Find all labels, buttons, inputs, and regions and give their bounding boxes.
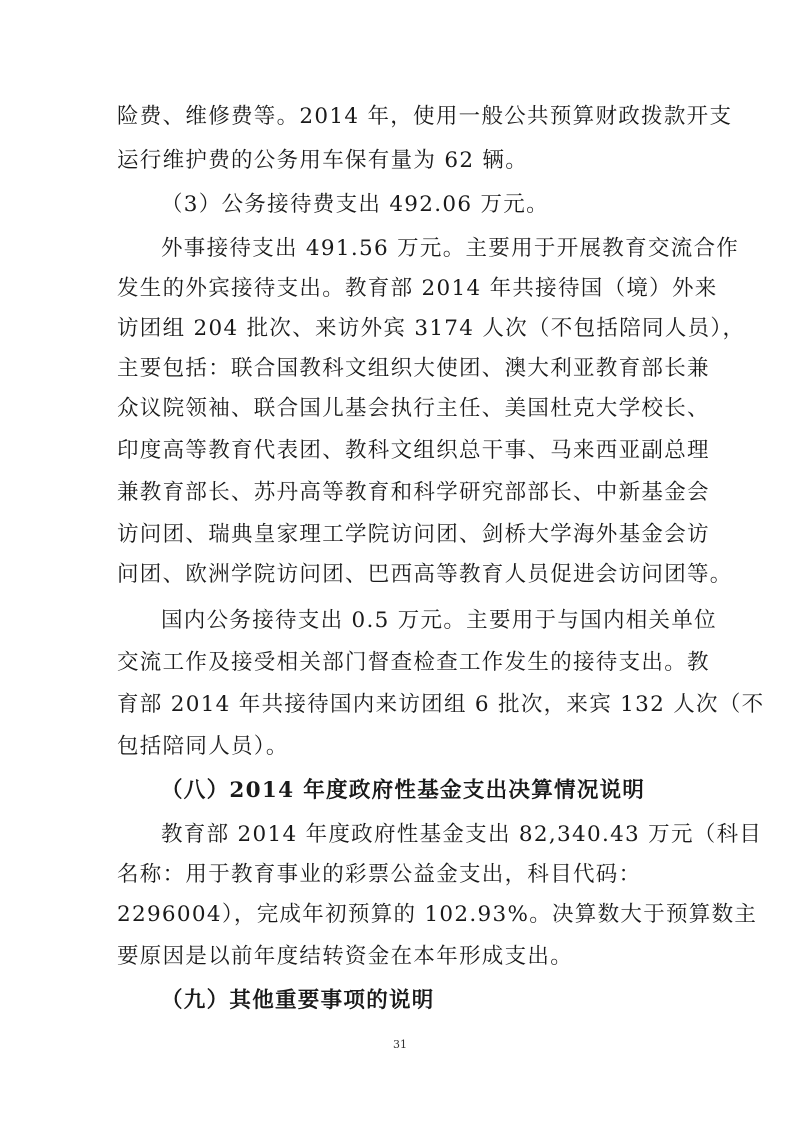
body-text-line: 交流工作及接受相关部门督查检查工作发生的接待支出。教 (117, 650, 710, 675)
body-text-line: 众议院领袖、联合国儿基会执行主任、美国杜克大学校长、 (117, 396, 710, 421)
page-number: 31 (393, 1038, 407, 1051)
body-text-line: 发生的外宾接待支出。教育部 2014 年共接待国（境）外来 (117, 276, 718, 301)
body-text-line: 外事接待支出 491.56 万元。主要用于开展教育交流合作 (161, 236, 740, 261)
body-text-line: 兼教育部长、苏丹高等教育和科学研究部部长、中新基金会 (117, 480, 710, 505)
body-text-line: 2296004），完成年初预算的 102.93%。决算数大于预算数主 (117, 902, 758, 927)
body-text-line: 印度高等教育代表团、教科文组织总干事、马来西亚副总理 (117, 438, 710, 463)
body-text-line: 要原因是以前年度结转资金在本年形成支出。 (117, 944, 574, 969)
body-text-line: 访问团、瑞典皇家理工学院访问团、剑桥大学海外基金会访 (117, 522, 710, 547)
body-text-line: 访团组 204 批次、来访外宾 3174 人次（不包括陪同人员）， (117, 316, 746, 341)
body-text-line: 主要包括：联合国教科文组织大使团、澳大利亚教育部长兼 (117, 356, 710, 381)
body-text-line: 险费、维修费等。2014 年，使用一般公共预算财政拨款开支 (117, 104, 733, 129)
body-text-line: 国内公务接待支出 0.5 万元。主要用于与国内相关单位 (161, 608, 717, 633)
body-text-line: 运行维护费的公务用车保有量为 62 辆。 (117, 148, 529, 173)
body-text-line: 名称：用于教育事业的彩票公益金支出，科目代码： (117, 862, 642, 887)
body-text-line: 育部 2014 年共接待国内来访团组 6 批次，来宾 132 人次（不 (117, 692, 765, 717)
section-heading: （九）其他重要事项的说明 (161, 988, 435, 1013)
body-text-line: 问团、欧洲学院访问团、巴西高等教育人员促进会访问团等。 (117, 562, 733, 587)
body-text-line: 教育部 2014 年度政府性基金支出 82,340.43 万元（科目 (161, 822, 763, 847)
body-text-line: 包括陪同人员）。 (117, 734, 289, 759)
section-heading: （八）2014 年度政府性基金支出决算情况说明 (161, 778, 646, 803)
subheading-line: （3）公务接待费支出 492.06 万元。 (161, 192, 549, 217)
